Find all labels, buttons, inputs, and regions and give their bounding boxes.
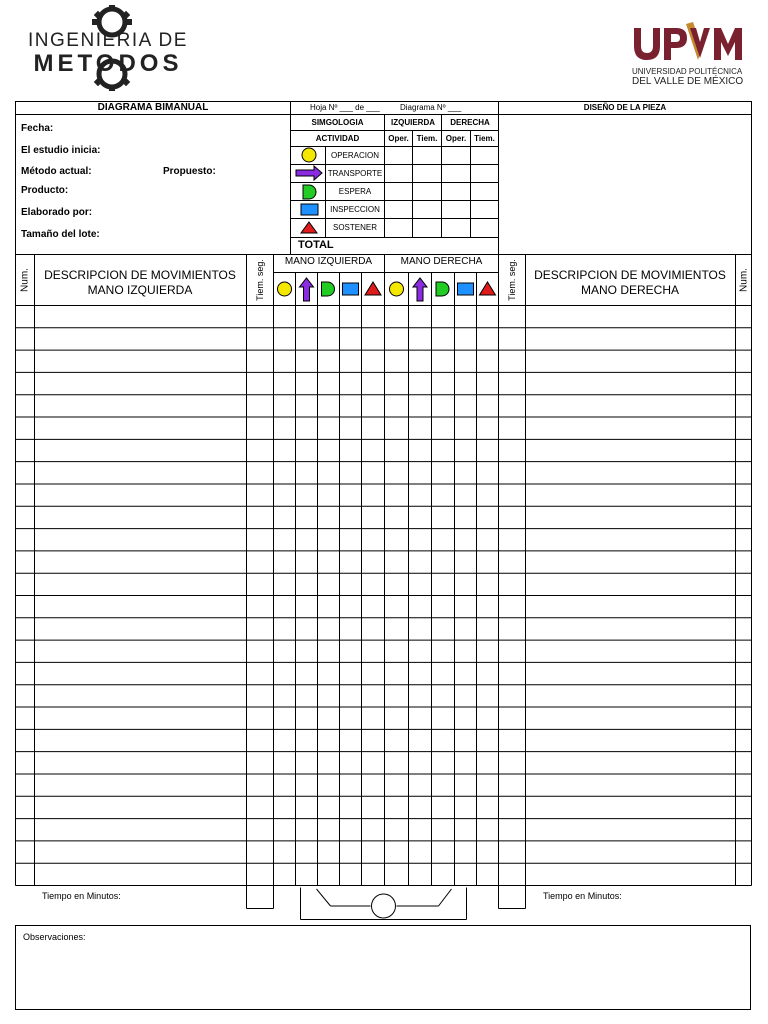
mano-der-header: MANO DERECHA [400, 256, 483, 267]
arrow-up-icon [413, 278, 427, 301]
tiem-left-text: Tiem. seg. [254, 259, 265, 301]
lote-label: Tamaño del lote: [21, 229, 100, 240]
diagrama-label: Diagrama Nº ___ [400, 103, 462, 112]
circle-icon [278, 282, 292, 296]
upvm-line2: DEL VALLE DE MÉXICO [632, 76, 744, 87]
left-title: IZQUIERDA [391, 118, 435, 127]
desc-left-header [34, 268, 246, 298]
circle-icon [390, 282, 404, 296]
tiempo-right-label: Tiempo en Minutos: [543, 891, 622, 901]
oper-right: Oper. [445, 134, 467, 143]
logo-line1: INGENIERIA DE [28, 30, 188, 51]
tiem-right: Tiem. [474, 134, 495, 143]
d-shape-icon [436, 282, 449, 296]
tiem-right-text: Tiem. seg. [506, 259, 517, 301]
propuesto-label: Propuesto: [163, 166, 216, 177]
desc-left-line1: DESCRIPCION DE MOVIMIENTOS [44, 268, 236, 282]
desc-right-line1: DESCRIPCION DE MOVIMIENTOS [534, 268, 726, 282]
symbol-transporte: TRANSPORTE [327, 169, 383, 178]
circle-outline [372, 894, 396, 918]
activity-label: ACTIVIDAD [315, 134, 360, 143]
upvm-line1: UNIVERSIDAD POLITÉCNICA [632, 67, 743, 76]
triangle-icon [480, 282, 496, 295]
tiempo-left-label: Tiempo en Minutos: [42, 891, 121, 901]
tiem-left: Tiem. [416, 134, 438, 143]
square-icon [458, 283, 474, 295]
producto-label: Producto: [21, 185, 69, 196]
estudio-label: El estudio inicia: [21, 145, 101, 156]
square-icon [343, 283, 359, 295]
diseno-label: DISEÑO DE LA PIEZA [583, 103, 667, 112]
symbology-title: SIMGOLOGIA [311, 118, 364, 127]
observaciones-label: Observaciones: [23, 932, 86, 942]
num-right-text: Num. [738, 268, 749, 292]
symbol-inspeccion: INSPECCION [330, 205, 380, 214]
form-title: DIAGRAMA BIMANUAL [97, 102, 209, 113]
logo-line2: METODOS [33, 50, 183, 77]
desc-left-line2: MANO IZQUIERDA [87, 283, 193, 297]
footer-line [439, 889, 452, 906]
mano-izq-header: MANO IZQUIERDA [284, 256, 373, 267]
d-shape-icon [322, 282, 335, 296]
total-label: TOTAL [298, 239, 334, 251]
elaborado-label: Elaborado por: [21, 207, 93, 218]
arrow-up-icon [300, 278, 314, 301]
metodo-label: Método actual: [21, 166, 92, 177]
hoja-label: Hoja Nº ___ de ___ [310, 103, 380, 112]
symbol-espera: ESPERA [338, 187, 372, 196]
num-right-header [735, 255, 752, 305]
fecha-label: Fecha: [21, 123, 54, 134]
triangle-icon [365, 282, 381, 295]
desc-right-line2: MANO DERECHA [580, 283, 679, 297]
oper-left: Oper. [388, 134, 409, 143]
symbol-operacion: OPERACION [330, 151, 379, 160]
desc-right-header [525, 268, 735, 298]
num-left-header [15, 255, 34, 305]
tiem-right-header [498, 255, 525, 305]
right-title: DERECHA [450, 118, 490, 127]
num-left-text: Num. [19, 268, 30, 292]
footer-line [317, 889, 331, 906]
symbol-sostener: SOSTENER [332, 223, 377, 232]
observaciones-box[interactable] [15, 925, 751, 1010]
tiem-left-header [246, 255, 273, 305]
